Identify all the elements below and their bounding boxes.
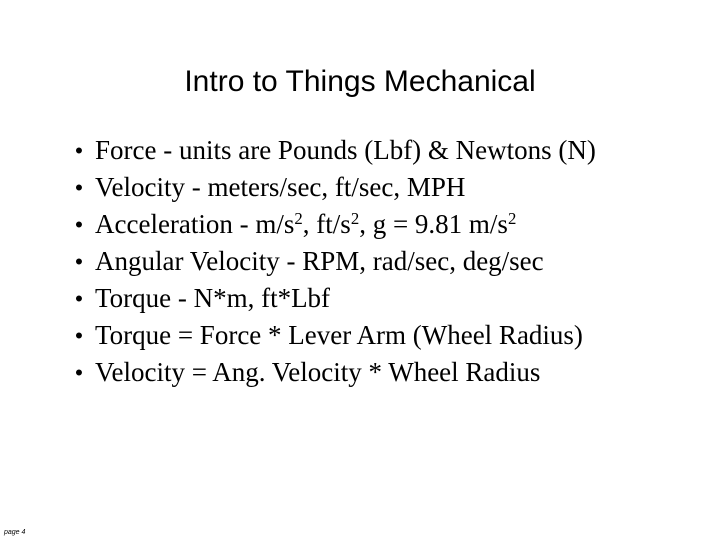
superscript: 2	[350, 208, 360, 228]
superscript: 2	[507, 208, 517, 228]
page-number: page 4	[4, 529, 26, 536]
bullet-text	[95, 206, 516, 243]
bullet-icon: •	[75, 249, 83, 274]
superscript: 2	[294, 208, 303, 228]
bullet-text-part: , ft/s	[302, 209, 351, 239]
bullet-icon: •	[75, 360, 83, 385]
bullet-icon: •	[75, 286, 83, 311]
bullet-text-part: Acceleration - m/s	[95, 209, 295, 239]
bullet-text-part: , g = 9.81 m/s	[359, 209, 508, 239]
bullet-text: Angular Velocity - RPM, rad/sec, deg/sec	[95, 246, 544, 276]
bullet-text: Force - units are Pounds (Lbf) & Newtons (N)	[95, 135, 596, 165]
slide-title: Intro to Things Mechanical	[184, 65, 536, 98]
bullet-text: Velocity = Ang. Velocity * Wheel Radius	[95, 357, 541, 387]
bullet-icon: •	[75, 323, 83, 348]
bullet-text: Velocity - meters/sec, ft/sec, MPH	[95, 172, 466, 202]
bullet-text: Torque = Force * Lever Arm (Wheel Radius)	[95, 320, 583, 350]
bullet-text: Torque - N*m, ft*Lbf	[95, 283, 331, 313]
bullet-icon: •	[75, 138, 83, 163]
bullet-icon: •	[75, 175, 83, 200]
bullet-icon: •	[75, 212, 83, 237]
